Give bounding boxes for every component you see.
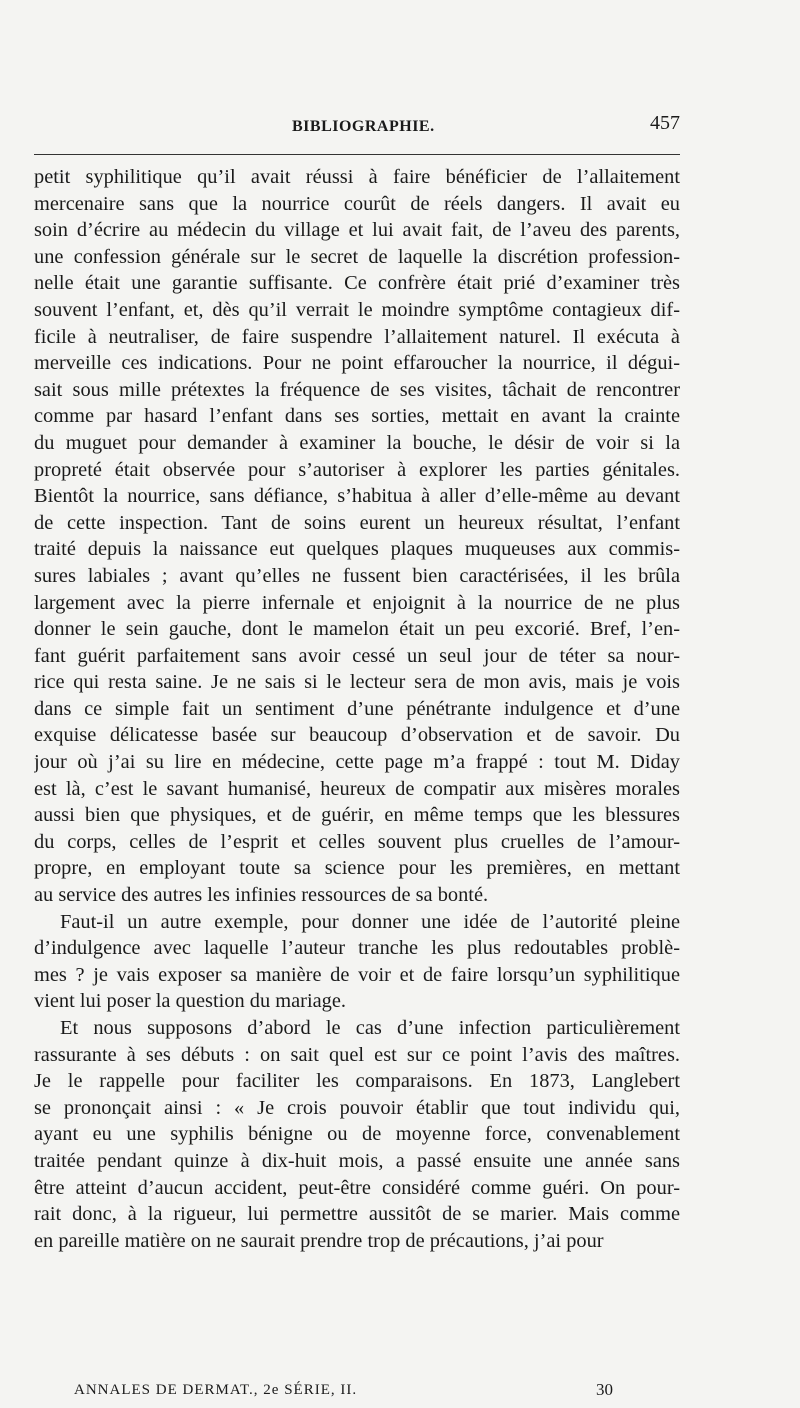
printer-signature: ANNALES DE DERMAT., 2e SÉRIE, II.: [74, 1382, 358, 1398]
text-line: jour où j’ai su lire en médecine, cette page m’a frappé : tout M. Diday: [34, 751, 680, 774]
text-line: petit syphilitique qu’il avait réussi à faire bénéficier de l’allaitement: [34, 166, 680, 188]
text-line: souvent l’enfant, et, dès qu’il verrait le moindre symptôme contagieux dif-: [34, 298, 680, 321]
text-line: de cette inspection. Tant de soins eurent un heureux résultat, l’enfant: [34, 511, 680, 534]
text-line: rice qui resta saine. Je ne sais si le lecteur sera de mon avis, mais je vois: [34, 671, 680, 694]
text-line: nelle était une garantie suffisante. Ce confrère était prié d’examiner très: [34, 272, 680, 295]
text-line: être atteint d’aucun accident, peut-être considéré comme guéri. On pour-: [34, 1176, 680, 1199]
text-line: Je le rappelle pour faciliter les comparaisons. En 1873, Langlebert: [34, 1070, 680, 1093]
text-line: mes ? je vais exposer sa manière de voir et de faire lorsqu’un syphilitique: [34, 963, 680, 986]
text-line: merveille ces indications. Pour ne point effaroucher la nourrice, il dégui-: [34, 352, 680, 375]
text-line: d’indulgence avec laquelle l’auteur tranche les plus redoutables problè-: [34, 937, 680, 960]
text-line: aussi bien que physiques, et de guérir, en même temps que les blessures: [34, 804, 680, 827]
text-line: largement avec la pierre infernale et enjoignit à la nourrice de ne plus: [34, 591, 680, 614]
text-line: Bientôt la nourrice, sans défiance, s’habitua à aller d’elle-même au devant: [34, 485, 680, 508]
text-line: en pareille matière on ne saurait prendre trop de précautions, j’ai pour: [34, 1229, 604, 1252]
text-line: du corps, celles de l’esprit et celles souvent plus cruelles de l’amour-: [34, 830, 680, 853]
text-line: donner le sein gauche, dont le mamelon était un peu excorié. Bref, l’en-: [34, 618, 680, 641]
page-number: 457: [650, 112, 680, 134]
text-line: au service des autres les infinies ressources de sa bonté.: [34, 884, 489, 907]
running-title: BIBLIOGRAPHIE.: [292, 118, 435, 135]
page-footer: [74, 1382, 680, 1402]
text-line: propreté était observée pour s’autoriser à explorer les parties génitales.: [34, 458, 680, 481]
text-line: ficile à neutraliser, de faire suspendre l’allaitement naturel. Il exécuta à: [34, 325, 680, 348]
text-line: est là, c’est le savant humanisé, heureux de compatir aux misères morales: [34, 777, 680, 800]
text-line: mercenaire sans que la nourrice courût de réels dangers. Il avait eu: [34, 192, 680, 215]
text-line: se prononçait ainsi : « Je crois pouvoir établir que tout individu qui,: [34, 1096, 680, 1119]
text-line: dans ce simple fait un sentiment d’une pénétrante indulgence et d’une: [34, 697, 680, 720]
text-line: fant guérit parfaitement sans avoir cessé un seul jour de téter sa nour-: [34, 644, 680, 667]
text-line: vient lui poser la question du mariage.: [34, 990, 347, 1013]
text-line: sait sous mille prétextes la fréquence de ses visites, tâchait de rencontrer: [34, 378, 680, 401]
text-line: traitée pendant quinze à dix-huit mois, a passé ensuite une année sans: [34, 1149, 680, 1172]
text-line: une confession générale sur le secret de laquelle la discrétion profession-: [34, 245, 680, 268]
text-line: Faut-il un autre exemple, pour donner une idée de l’autorité pleine: [60, 910, 680, 933]
text-line: propre, en employant toute sa science pour les premières, en mettant: [34, 857, 680, 880]
text-line: ayant eu une syphilis bénigne ou de moyenne force, convenablement: [34, 1123, 680, 1146]
text-line: exquise délicatesse basée sur beaucoup d’observation et de savoir. Du: [34, 724, 680, 747]
text-line: rassurante à ses débuts : on sait quel est sur ce point l’avis des maîtres.: [34, 1043, 680, 1066]
sheet-number: 30: [596, 1380, 613, 1399]
text-line: traité depuis la naissance eut quelques plaques muqueuses aux commis-: [34, 538, 680, 561]
text-line: Et nous supposons d’abord le cas d’une infection particulièrement: [60, 1017, 680, 1039]
header-rule: [34, 154, 680, 155]
text-line: soin d’écrire au médecin du village et lui avait fait, de l’aveu des parents,: [34, 219, 680, 242]
text-line: du muguet pour demander à examiner la bouche, le désir de voir si la: [34, 431, 680, 454]
text-line: sures labiales ; avant qu’elles ne fussent bien caractérisées, il les brûla: [34, 564, 680, 587]
page-header: [34, 108, 680, 148]
text-line: comme par hasard l’enfant dans ses sorties, mettait en avant la crainte: [34, 405, 680, 428]
body-text: [34, 164, 680, 1254]
text-line: rait donc, à la rigueur, lui permettre aussitôt de se marier. Mais comme: [34, 1203, 680, 1226]
